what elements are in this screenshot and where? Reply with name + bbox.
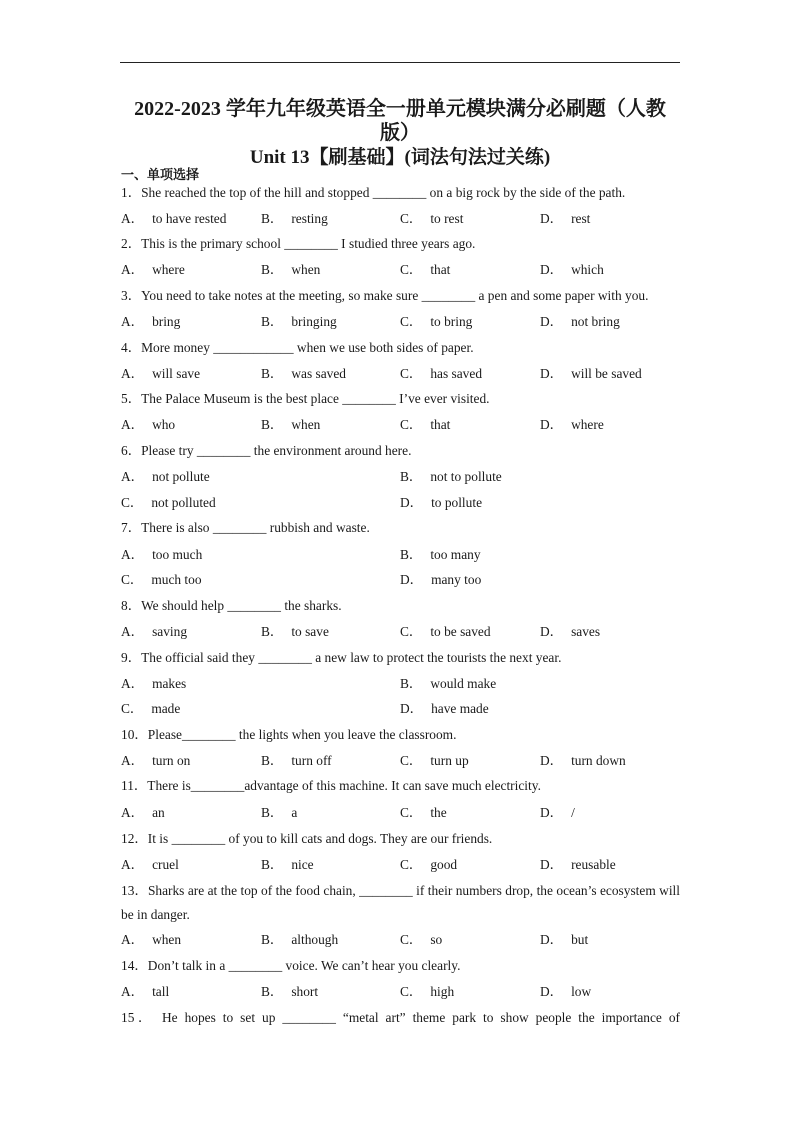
option-label: D． (540, 624, 564, 639)
option-12b[interactable] (261, 856, 314, 874)
option-text: many too (431, 572, 482, 587)
option-label: D． (540, 932, 564, 947)
option-5d[interactable] (540, 416, 604, 434)
question-9: 9．The official said they ________ a new law to protect the tourists the next year. (121, 650, 562, 665)
option-label: C． (400, 753, 423, 768)
option-label: B． (261, 932, 284, 947)
option-7b[interactable] (400, 546, 481, 564)
option-3c[interactable] (400, 313, 472, 331)
option-label: A． (121, 469, 145, 484)
question-6: 6．Please try ________ the environment around here. (121, 443, 412, 458)
option-label: C． (121, 572, 144, 587)
option-13d[interactable] (540, 931, 588, 949)
option-label: A． (121, 624, 145, 639)
option-label: D． (540, 805, 564, 820)
option-label: C． (400, 366, 423, 381)
question-4: 4．More money ____________ when we use both sides of paper. (121, 340, 474, 355)
option-text: good (430, 857, 458, 872)
option-text: have made (431, 701, 489, 716)
option-label: B． (261, 753, 284, 768)
option-4d[interactable] (540, 365, 642, 383)
option-text: but (571, 932, 589, 947)
option-label: D． (400, 572, 424, 587)
option-text: resting (291, 211, 328, 226)
option-4c[interactable] (400, 365, 482, 383)
option-text: that (430, 262, 451, 277)
question-1: 1．She reached the top of the hill and stopped ________ on a big rock by the side of the path. (121, 185, 626, 200)
question-15: 15． He hopes to set up ________ “metal art” theme park to show people the importance of (121, 1010, 680, 1025)
option-13b[interactable] (261, 931, 338, 949)
option-text: was saved (291, 366, 346, 381)
option-8b[interactable] (261, 623, 329, 641)
option-6a[interactable] (121, 468, 210, 486)
option-label: A． (121, 314, 145, 329)
option-7d[interactable] (400, 571, 481, 589)
option-label: B． (261, 624, 284, 639)
option-label: B． (261, 211, 284, 226)
option-13a[interactable] (121, 931, 181, 949)
question-7: 7．There is also ________ rubbish and waste. (121, 520, 370, 535)
option-text: short (291, 984, 319, 999)
document-subtitle: Unit 13【刷基础】(词法句法过关练) (249, 147, 551, 168)
option-text: tall (152, 984, 170, 999)
option-text: not pollute (152, 469, 210, 484)
option-text: has saved (430, 366, 483, 381)
option-text: rest (571, 211, 591, 226)
option-text: to bring (430, 314, 473, 329)
option-label: C． (400, 314, 423, 329)
option-label: B． (261, 857, 284, 872)
option-text: too many (430, 547, 481, 562)
option-2c[interactable] (400, 261, 450, 279)
option-10c[interactable] (400, 752, 469, 770)
option-text: saving (152, 624, 188, 639)
option-label: C． (121, 495, 144, 510)
option-6c[interactable] (121, 494, 216, 512)
option-4a[interactable] (121, 365, 200, 383)
option-text: / (571, 805, 575, 820)
option-label: D． (400, 701, 424, 716)
option-2a[interactable] (121, 261, 185, 279)
option-text: where (571, 417, 604, 432)
option-text: which (571, 262, 604, 277)
option-text: to be saved (430, 624, 491, 639)
option-12d[interactable] (540, 856, 616, 874)
option-text: when (291, 262, 321, 277)
option-label: D． (540, 417, 564, 432)
option-11a[interactable] (121, 804, 165, 822)
option-9d[interactable] (400, 700, 489, 718)
option-6d[interactable] (400, 494, 482, 512)
option-14a[interactable] (121, 983, 169, 1001)
option-text: to save (291, 624, 329, 639)
option-text: to pollute (431, 495, 483, 510)
question-5: 5．The Palace Museum is the best place ________ I’ve ever visited. (121, 391, 490, 406)
option-1c[interactable] (400, 210, 463, 228)
option-6b[interactable] (400, 468, 502, 486)
header-rule (120, 62, 680, 63)
option-text: turn up (430, 753, 469, 768)
option-label: B． (261, 262, 284, 277)
option-text: will save (152, 366, 201, 381)
option-label: C． (400, 932, 423, 947)
option-1d[interactable] (540, 210, 590, 228)
option-label: B． (400, 676, 423, 691)
option-7a[interactable] (121, 546, 202, 564)
option-4b[interactable] (261, 365, 346, 383)
option-label: D． (540, 314, 564, 329)
option-7c[interactable] (121, 571, 202, 589)
option-label: C． (400, 984, 423, 999)
option-label: D． (540, 262, 564, 277)
option-12a[interactable] (121, 856, 179, 874)
option-label: C． (400, 211, 423, 226)
option-3d[interactable] (540, 313, 620, 331)
option-label: A． (121, 676, 145, 691)
option-label: B． (261, 314, 284, 329)
option-text: where (152, 262, 185, 277)
option-14d[interactable] (540, 983, 591, 1001)
option-text: not to pollute (430, 469, 502, 484)
option-10a[interactable] (121, 752, 190, 770)
option-14b[interactable] (261, 983, 318, 1001)
option-text: turn down (571, 753, 626, 768)
option-text: an (152, 805, 165, 820)
option-text: not polluted (151, 495, 216, 510)
option-label: A． (121, 932, 145, 947)
option-text: too much (152, 547, 203, 562)
option-text: bringing (291, 314, 337, 329)
option-text: so (430, 932, 443, 947)
option-text: nice (291, 857, 314, 872)
option-text: saves (571, 624, 601, 639)
option-label: D． (540, 366, 564, 381)
question-8: 8．We should help ________ the sharks. (121, 598, 342, 613)
option-label: D． (540, 753, 564, 768)
option-label: C． (400, 262, 423, 277)
option-label: B． (261, 366, 284, 381)
title-line-2: 版） (380, 122, 420, 144)
option-1a[interactable] (121, 210, 226, 228)
option-label: D． (540, 211, 564, 226)
option-5b[interactable] (261, 416, 320, 434)
option-5c[interactable] (400, 416, 450, 434)
option-10d[interactable] (540, 752, 626, 770)
option-label: A． (121, 805, 145, 820)
option-text: cruel (152, 857, 179, 872)
option-11b[interactable] (261, 804, 297, 822)
option-text: turn off (291, 753, 332, 768)
option-label: D． (540, 857, 564, 872)
option-3a[interactable] (121, 313, 180, 331)
option-label: A． (121, 417, 145, 432)
option-text: although (291, 932, 339, 947)
option-2d[interactable] (540, 261, 604, 279)
option-text: the (430, 805, 447, 820)
option-label: D． (540, 984, 564, 999)
option-10b[interactable] (261, 752, 332, 770)
option-label: D． (400, 495, 424, 510)
option-text: much too (151, 572, 202, 587)
option-label: A． (121, 753, 145, 768)
option-label: B． (261, 984, 284, 999)
question-14: 14．Don’t talk in a ________ voice. We can’t hear you clearly. (121, 958, 461, 973)
question-13: 13．Sharks are at the top of the food chain, ________ if their numbers drop, the ocean’s ecosystem will be in danger. (121, 883, 680, 922)
option-label: B． (261, 417, 284, 432)
option-text: a (291, 805, 298, 820)
option-text: made (151, 701, 181, 716)
option-label: B． (261, 805, 284, 820)
option-text: high (430, 984, 455, 999)
document-title (120, 96, 680, 122)
option-text: who (152, 417, 176, 432)
option-label: B． (400, 547, 423, 562)
option-13c[interactable] (400, 931, 442, 949)
question-10: 10．Please________ the lights when you leave the classroom. (121, 727, 457, 742)
option-9b[interactable] (400, 675, 496, 693)
option-text: would make (430, 676, 497, 691)
question-3: 3．You need to take notes at the meeting, so make sure ________ a pen and some paper with you. (121, 288, 649, 303)
option-8c[interactable] (400, 623, 491, 641)
option-label: A． (121, 547, 145, 562)
option-5a[interactable] (121, 416, 175, 434)
option-text: when (291, 417, 321, 432)
option-label: C． (400, 417, 423, 432)
question-12: 12．It is ________ of you to kill cats and dogs. They are our friends. (121, 831, 493, 846)
option-1b[interactable] (261, 210, 328, 228)
section-heading: 一、单项选择 (121, 167, 200, 182)
option-11d[interactable] (540, 804, 575, 822)
option-text: to have rested (152, 211, 227, 226)
option-text: to rest (430, 211, 464, 226)
option-text: when (152, 932, 182, 947)
option-3b[interactable] (261, 313, 337, 331)
question-2: 2．This is the primary school ________ I studied three years ago. (121, 236, 476, 251)
option-9a[interactable] (121, 675, 186, 693)
option-label: A． (121, 211, 145, 226)
option-14c[interactable] (400, 983, 454, 1001)
option-text: reusable (571, 857, 616, 872)
question-11: 11．There is________advantage of this machine. It can save much electricity. (121, 778, 541, 793)
option-label: A． (121, 857, 145, 872)
option-text: that (430, 417, 451, 432)
option-label: A． (121, 366, 145, 381)
option-text: low (571, 984, 592, 999)
option-text: bring (152, 314, 181, 329)
option-text: not bring (571, 314, 620, 329)
option-label: B． (400, 469, 423, 484)
option-text: will be saved (571, 366, 642, 381)
option-8a[interactable] (121, 623, 187, 641)
title-line-1: 2022-2023 学年九年级英语全一册单元模块满分必刷题（人教 (134, 98, 666, 120)
option-8d[interactable] (540, 623, 600, 641)
option-11c[interactable] (400, 804, 447, 822)
option-label: C． (400, 805, 423, 820)
option-9c[interactable] (121, 700, 180, 718)
option-label: A． (121, 984, 145, 999)
option-label: C． (400, 857, 423, 872)
option-2b[interactable] (261, 261, 320, 279)
option-label: C． (400, 624, 423, 639)
option-text: makes (152, 676, 187, 691)
option-label: A． (121, 262, 145, 277)
option-12c[interactable] (400, 856, 457, 874)
option-text: turn on (152, 753, 191, 768)
option-label: C． (121, 701, 144, 716)
